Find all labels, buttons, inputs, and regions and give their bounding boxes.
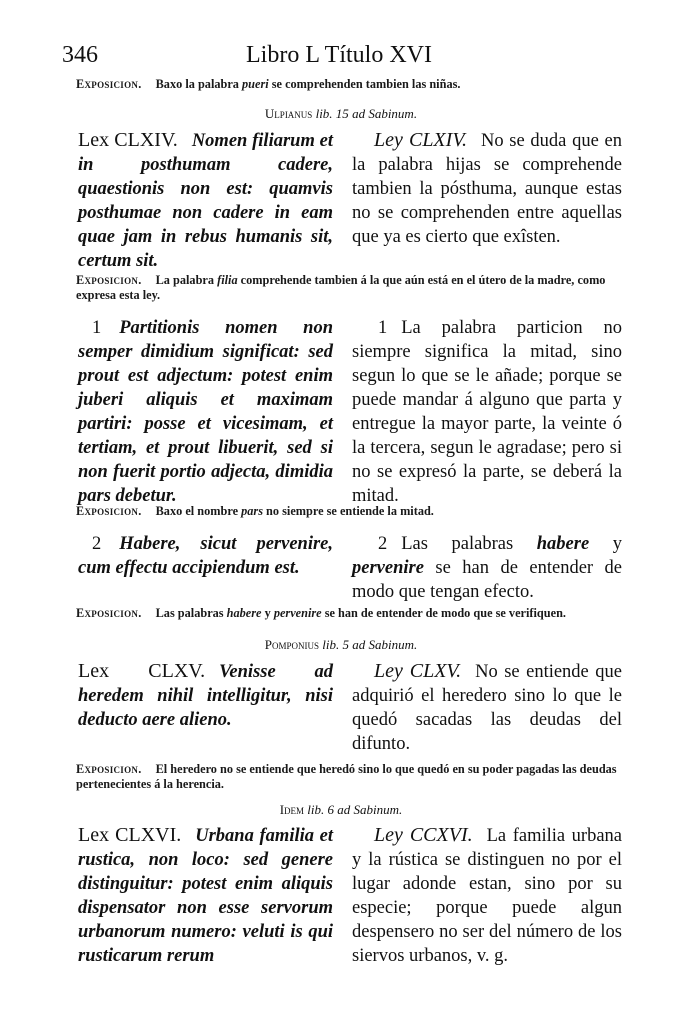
latin-paragraph-2: 2 Habere, sicut pervenire, cum effectu accipiendum est. xyxy=(78,534,333,578)
latin-term: pervenire xyxy=(273,606,322,620)
page-number: 346 xyxy=(62,42,98,68)
spanish-paragraph-2: 2 Las palabras habere y pervenire se han de entender de modo que tengan efecto. xyxy=(352,534,622,602)
running-head: Libro L Título XVI xyxy=(246,42,432,68)
spanish-paragraph-1: 1 La palabra particion no siempre significa la mitad, sino segun lo que se le añade; porque se puede mandar á alguno que parta y entregue la mayor parte, la veinte ó la tercera, segun le agradase; pero si no se expresó la parte, se deberá la mitad. xyxy=(352,318,622,506)
latin-term: filia xyxy=(217,273,238,287)
lex-heading: Lex CLXV. xyxy=(78,660,206,682)
exposicion-label: Exposicion. xyxy=(76,606,142,620)
paragraph-number: 1 xyxy=(92,318,102,338)
source-author: Idem xyxy=(279,802,305,817)
latin-term: pueri xyxy=(242,77,269,91)
exposicion-1: Exposicion. Baxo la palabra pueri se comprehenden tambien las niñas. xyxy=(76,77,461,91)
exposicion-label: Exposicion. xyxy=(76,762,142,776)
ley-heading: Ley CLXIV. xyxy=(374,129,467,151)
latin-term: habere xyxy=(226,606,262,620)
latin-paragraph-1: 1 Partitionis nomen non semper dimidium significat: sed prout est adjectum: potest enim juberi aliquis et maximam partiri: posse et vicesimam, et tertiam, et prout libuerit, sed si non fuerit portio adjecta, dimidia pars debetur. xyxy=(78,318,333,506)
exposicion-3: Exposicion. Baxo el nombre pars no siempre se entiende la mitad. xyxy=(76,504,434,518)
spanish-ley-164: Ley CLXIV. No se duda que en la palabra hijas se comprehende tambien la pósthuma, aunque estas no se comprehenden entre aquellas que ya es cierto que exîsten. xyxy=(352,129,622,247)
ley-heading: Ley CLXV. xyxy=(374,660,462,682)
paragraph-number: 2 xyxy=(92,534,102,554)
lex-heading: Lex CLXIV. xyxy=(78,129,178,151)
exposicion-2: Exposicion. La palabra filia comprehende tambien á la que aún está en el útero de la madre, como expresa esta ley. xyxy=(76,273,606,302)
latin-lex-165: Lex CLXV. Venisse ad heredem nihil intelligitur, nisi deducto aere alieno. xyxy=(78,660,333,730)
exposicion-label: Exposicion. xyxy=(76,504,142,518)
latin-term: habere xyxy=(536,534,590,554)
exposicion-label: Exposicion. xyxy=(76,273,142,287)
exposicion-5: Exposicion. El heredero no se entiende que heredó sino lo que quedó en su poder pagadas las deudas pertenecientes á la herencia. xyxy=(76,762,617,791)
lex-heading: Lex CLXVI. xyxy=(78,824,182,846)
source-citation-3: Idem lib. 6 ad Sabinum. xyxy=(279,802,403,817)
exposicion-label: Exposicion. xyxy=(76,77,142,91)
latin-term: pervenire xyxy=(352,558,424,578)
source-citation-2: Pomponius lib. 5 ad Sabinum. xyxy=(264,637,418,652)
page-header xyxy=(62,42,622,72)
ley-heading: Ley CCXVI. xyxy=(374,824,473,846)
source-citation-1: Ulpianus lib. 15 ad Sabinum. xyxy=(264,106,418,121)
source-author: Ulpianus xyxy=(264,106,313,121)
paragraph-number: 1 xyxy=(378,318,388,338)
paragraph-number: 2 xyxy=(378,534,388,554)
latin-lex-164: Lex CLXIV. Nomen filiarum et in posthumam cadere, quaestionis non est: quamvis posthumae non cadere in eam quae jam in rebus humanis sit, certum sit. xyxy=(78,129,333,271)
source-author: Pomponius xyxy=(264,637,319,652)
latin-term: pars xyxy=(241,504,263,518)
latin-lex-166: Lex CLXVI. Urbana familia et rustica, non loco: sed genere distinguitur: potest enim aliquis dispensator non esse servorum urbanorum numero: veluti is qui rusticarum rerum xyxy=(78,824,334,966)
spanish-ley-165: Ley CLXV. No se entiende que adquirió el heredero sino lo que le quedó sacadas las deudas del difunto. xyxy=(352,660,622,754)
exposicion-4: Exposicion. Las palabras habere y pervenire se han de entender de modo que se verifiquen. xyxy=(76,606,566,620)
spanish-ley-166: Ley CCXVI. La familia urbana y la rústica se distinguen no por el lugar adonde estan, sino por su especie; porque puede algun despensero no ser del número de los siervos urbanos, v. g. xyxy=(352,824,622,966)
